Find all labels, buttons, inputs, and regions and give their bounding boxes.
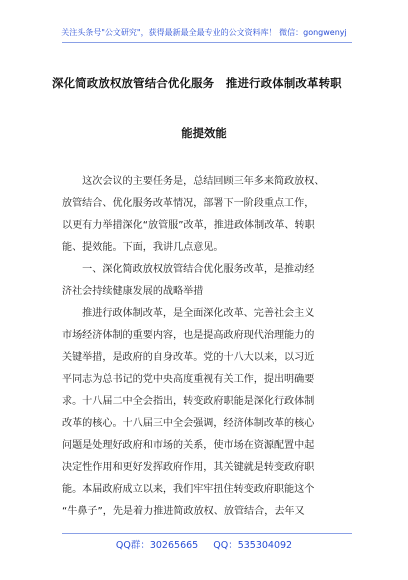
header-note: 关注头条号"公文研究"，获得最新最全最专业的公文资料库！ 微信：gongwenyj xyxy=(61,28,347,37)
footer-qq: QQ：535304092 xyxy=(213,540,293,551)
body-line: 求。十八届二中全会指出，转变政府职能是深化行政体制 xyxy=(62,396,315,407)
footer-divider xyxy=(62,533,352,534)
body-line: “牛鼻子”，先是着力推进简政放权、放管结合，去年又 xyxy=(62,506,305,517)
document-title-line-1: 深化简政放权放管结合优化服务 推进行政体制改革转职 xyxy=(52,76,342,90)
body-line: 推进行政体制改革，是全面深化改革、完善社会主义 xyxy=(62,308,315,319)
body-line: 放管结合、优化服务改革情况，部署下一阶段重点工作， xyxy=(62,198,315,209)
body-line: 以更有力举措深化“放管服”改革，推进政体制改革、转职 xyxy=(62,220,315,231)
body-line: 这次会议的主要任务是，总结回顾三年多来简政放权、 xyxy=(62,176,325,187)
body-line: 一、深化简政放权放管结合优化服务改革，是推动经 xyxy=(62,264,315,275)
body-line: 平同志为总书记的党中央高度重视有关工作，提出明确要 xyxy=(62,374,315,385)
body-line: 决定性作用和更好发挥政府作用，其关键就是转变政府职 xyxy=(62,462,315,473)
body-line: 问题是处理好政府和市场的关系，使市场在资源配置中起 xyxy=(62,440,315,451)
body-line: 济社会持续健康发展的战略举措 xyxy=(62,286,204,297)
body-line: 关键举措，是政府的自身改革。党的十八大以来，以习近 xyxy=(62,352,315,363)
body-line: 能、提效能。下面，我讲几点意见。 xyxy=(62,242,224,253)
body-line: 改革的核心。十八届三中全会强调，经济体制改革的核心 xyxy=(62,418,315,429)
body-line: 能。本届政府成立以来，我们牢牢扭住转变政府职能这个 xyxy=(62,484,315,495)
footer-qq-group: QQ群：30265665 xyxy=(115,540,199,551)
footer xyxy=(0,537,408,551)
document-title-line-2: 能提效能 xyxy=(181,126,227,140)
body-line: 市场经济体制的重要内容，也是提高政府现代治理能力的 xyxy=(62,330,315,341)
header-divider xyxy=(62,42,352,43)
